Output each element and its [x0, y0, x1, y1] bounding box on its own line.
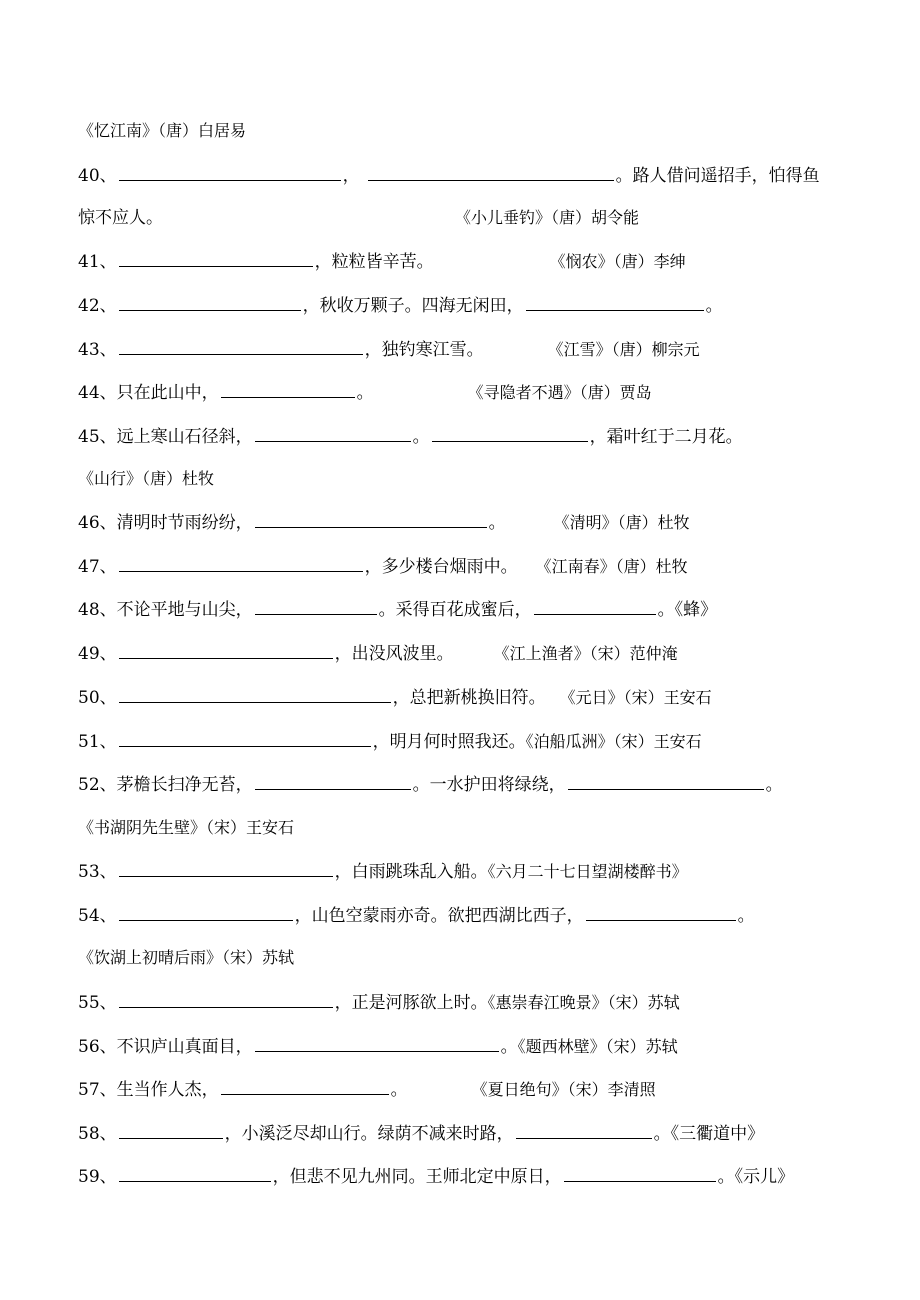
source-line: 《饮湖上初晴后雨》（宋）苏轼: [78, 948, 295, 967]
answer-blank[interactable]: [119, 642, 333, 659]
answer-blank[interactable]: [255, 598, 377, 615]
question-58: 58、 ，小溪泛尽却山行。绿荫不减来时路， 。《三衢道中》: [78, 1124, 765, 1144]
answer-blank[interactable]: [255, 511, 487, 528]
answer-blank[interactable]: [119, 338, 363, 355]
answer-blank[interactable]: [368, 164, 614, 181]
answer-blank[interactable]: [119, 164, 341, 181]
answer-blank[interactable]: [564, 1165, 716, 1182]
question-59: 59、 ，但悲不见九州同。王师北定中原日， 。《示儿》: [78, 1167, 795, 1187]
answer-blank[interactable]: [255, 1035, 499, 1052]
question-57: 57、生当作人杰， 。 《夏日绝句》（宋）李清照: [78, 1080, 656, 1100]
source-line: 《书湖阴先生壁》（宋）王安石: [78, 818, 295, 837]
answer-blank[interactable]: [221, 381, 355, 398]
answer-blank[interactable]: [119, 686, 391, 703]
question-49: 49、 ，出没风波里。 《江上渔者》（宋）范仲淹: [78, 644, 678, 664]
answer-blank[interactable]: [432, 425, 588, 442]
question-42: 42、 ，秋收万颗子。四海无闲田， 。: [78, 296, 723, 316]
question-40: 40、 ， 。路人借问遥招手，怕得鱼: [78, 166, 820, 186]
question-40-cont: 惊不应人。 《小儿垂钓》（唐）胡令能: [78, 208, 640, 228]
question-43: 43、 ，独钓寒江雪。 《江雪》（唐）柳宗元: [78, 340, 700, 360]
question-51: 51、 ，明月何时照我还。《泊船瓜洲》（宋）王安石: [78, 732, 702, 752]
answer-blank[interactable]: [119, 555, 363, 572]
answer-blank[interactable]: [119, 1122, 223, 1139]
answer-blank[interactable]: [119, 730, 371, 747]
question-45: 45、远上寒山石径斜， 。 ，霜叶红于二月花。: [78, 427, 743, 447]
answer-blank[interactable]: [119, 904, 293, 921]
question-48: 48、不论平地与山尖， 。采得百花成蜜后， 。《蜂》: [78, 600, 718, 620]
question-53: 53、 ，白雨跳珠乱入船。《六月二十七日望湖楼醉书》: [78, 862, 688, 882]
answer-blank[interactable]: [119, 1165, 271, 1182]
answer-blank[interactable]: [568, 773, 764, 790]
question-46: 46、清明时节雨纷纷， 。 《清明》（唐）杜牧: [78, 513, 690, 533]
source-line: 《忆江南》（唐）白居易: [78, 121, 247, 140]
answer-blank[interactable]: [119, 991, 333, 1008]
answer-blank[interactable]: [255, 425, 411, 442]
question-56: 56、不识庐山真面目， 。《题西林壁》（宋）苏轼: [78, 1037, 678, 1057]
answer-blank[interactable]: [221, 1078, 389, 1095]
question-54: 54、 ，山色空蒙雨亦奇。欲把西湖比西子， 。: [78, 906, 755, 926]
question-55: 55、 ，正是河豚欲上时。《惠崇春江晚景》（宋）苏轼: [78, 993, 680, 1013]
source-line: 《山行》（唐）杜牧: [78, 469, 215, 488]
answer-blank[interactable]: [119, 860, 333, 877]
question-52: 52、茅檐长扫净无苔， 。一水护田将绿绕， 。: [78, 775, 783, 795]
question-41: 41、 ，粒粒皆辛苦。 《悯农》（唐）李绅: [78, 252, 686, 272]
question-47: 47、 ，多少楼台烟雨中。 《江南春》（唐）杜牧: [78, 557, 688, 577]
answer-blank[interactable]: [255, 773, 411, 790]
answer-blank[interactable]: [526, 294, 704, 311]
answer-blank[interactable]: [119, 250, 313, 267]
question-44: 44、只在此山中， 。 《寻隐者不遇》（唐）贾岛: [78, 383, 652, 403]
answer-blank[interactable]: [119, 294, 301, 311]
answer-blank[interactable]: [534, 598, 656, 615]
answer-blank[interactable]: [516, 1122, 652, 1139]
answer-blank[interactable]: [586, 904, 736, 921]
question-50: 50、 ，总把新桃换旧符。 《元日》（宋）王安石: [78, 688, 712, 708]
